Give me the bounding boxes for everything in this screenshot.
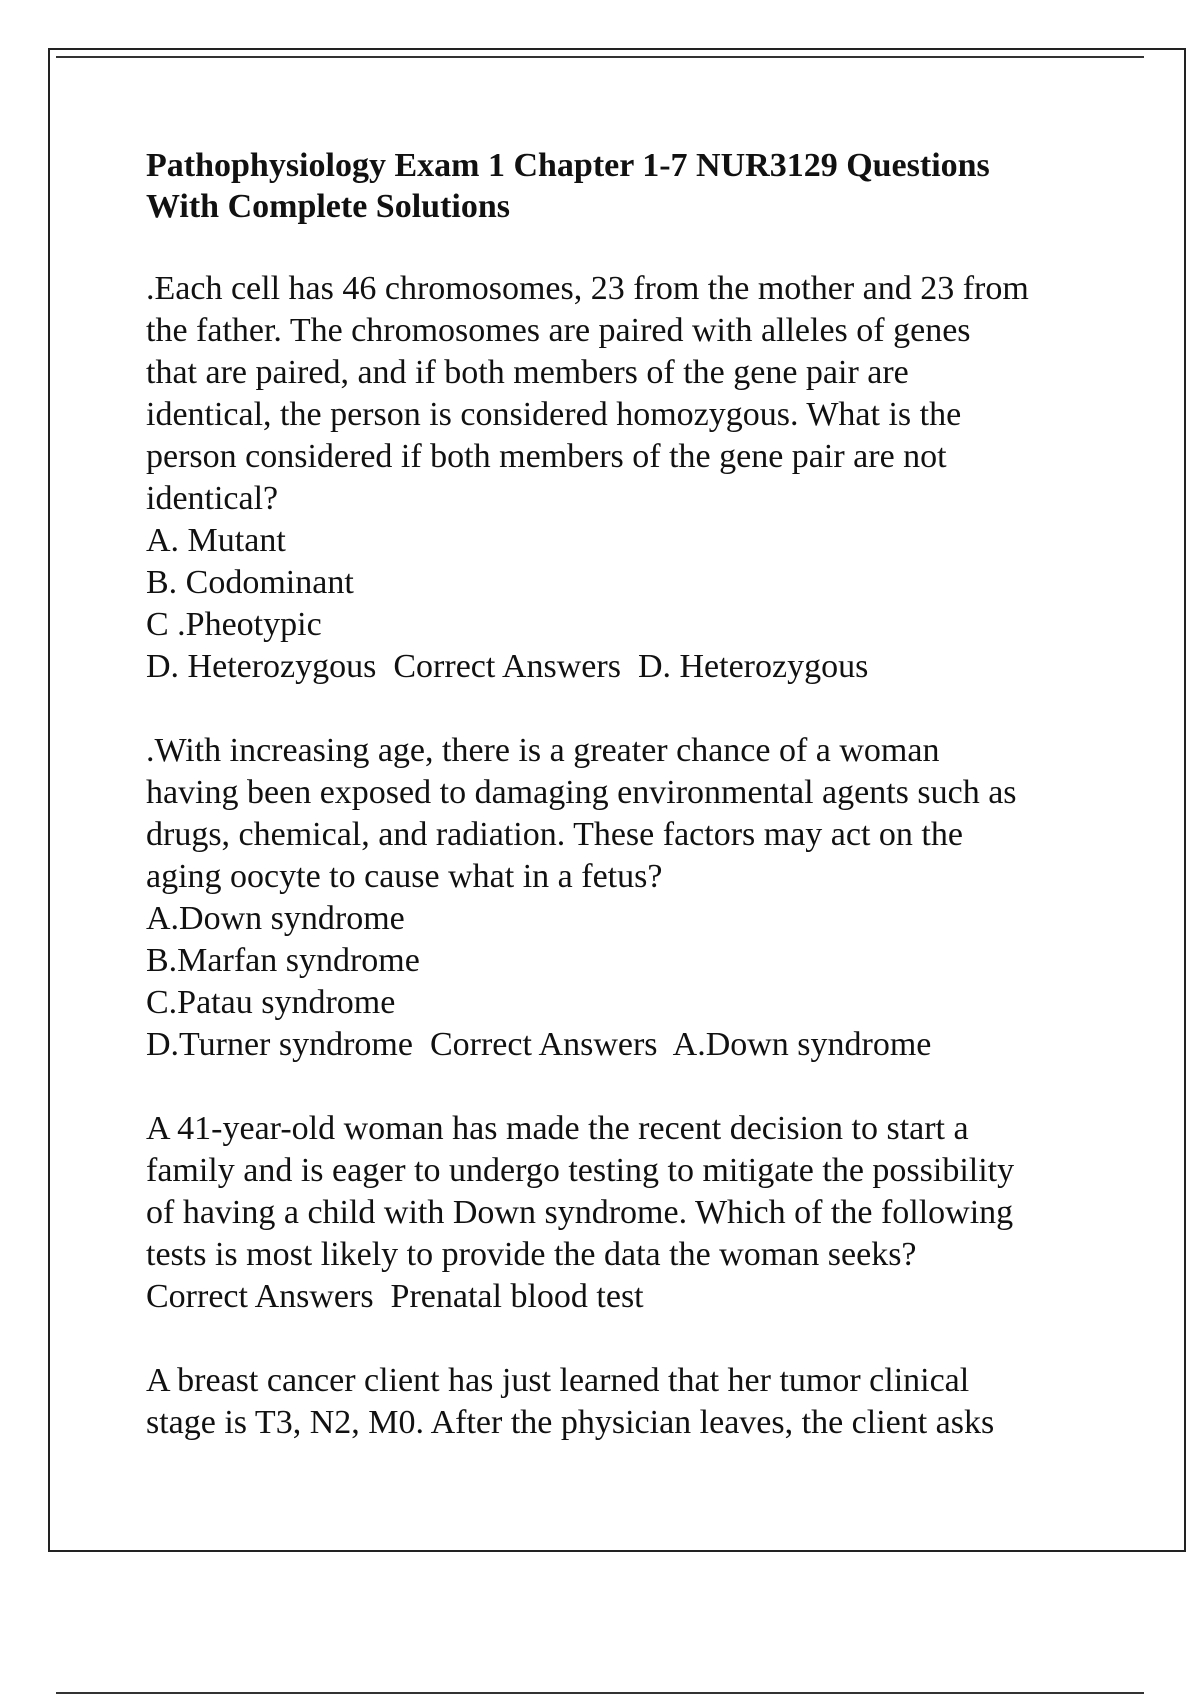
answer-option-with-correct-answer: D.Turner syndrome Correct Answers A.Down syndrome	[146, 1026, 932, 1063]
question-text-line: person considered if both members of the gene pair are not	[146, 438, 947, 475]
question-3	[146, 1108, 1106, 1318]
question-1	[146, 268, 1106, 688]
question-text-line: identical, the person is considered homozygous. What is the	[146, 396, 962, 433]
question-text-line: having been exposed to damaging environmental agents such as	[146, 774, 1017, 811]
correct-answer-line: Correct Answers Prenatal blood test	[146, 1278, 644, 1315]
answer-option: B. Codominant	[146, 564, 354, 601]
answer-option: C .Pheotypic	[146, 606, 322, 643]
question-text-line: tests is most likely to provide the data the woman seeks?	[146, 1236, 917, 1273]
answer-option: C.Patau syndrome	[146, 984, 396, 1021]
answer-option-with-correct-answer: D. Heterozygous Correct Answers D. Heterozygous	[146, 648, 869, 685]
question-text-line: identical?	[146, 480, 279, 517]
answer-option: A.Down syndrome	[146, 900, 405, 937]
question-text-line: .With increasing age, there is a greater chance of a woman	[146, 732, 940, 769]
question-text-line: aging oocyte to cause what in a fetus?	[146, 858, 663, 895]
title-line: Pathophysiology Exam 1 Chapter 1-7 NUR3129 Questions	[146, 147, 990, 184]
question-4	[146, 1360, 1106, 1444]
question-text-line: that are paired, and if both members of the gene pair are	[146, 354, 909, 391]
answer-option: A. Mutant	[146, 522, 286, 559]
question-2	[146, 730, 1106, 1066]
question-text-line: .Each cell has 46 chromosomes, 23 from the mother and 23 from	[146, 270, 1029, 307]
bottom-rule	[56, 1692, 1144, 1694]
question-text-line: family and is eager to undergo testing to mitigate the possibility	[146, 1152, 1015, 1189]
answer-option: B.Marfan syndrome	[146, 942, 420, 979]
question-text-line: stage is T3, N2, M0. After the physician leaves, the client asks	[146, 1404, 995, 1441]
question-text-line: of having a child with Down syndrome. Which of the following	[146, 1194, 1014, 1231]
document-title	[146, 145, 1106, 227]
title-line: With Complete Solutions	[146, 188, 510, 225]
question-text-line: drugs, chemical, and radiation. These factors may act on the	[146, 816, 963, 853]
question-text-line: the father. The chromosomes are paired with alleles of genes	[146, 312, 971, 349]
document-content	[146, 145, 1106, 1486]
question-text-line: A breast cancer client has just learned that her tumor clinical	[146, 1362, 970, 1399]
question-text-line: A 41-year-old woman has made the recent decision to start a	[146, 1110, 969, 1147]
top-rule	[56, 56, 1144, 58]
